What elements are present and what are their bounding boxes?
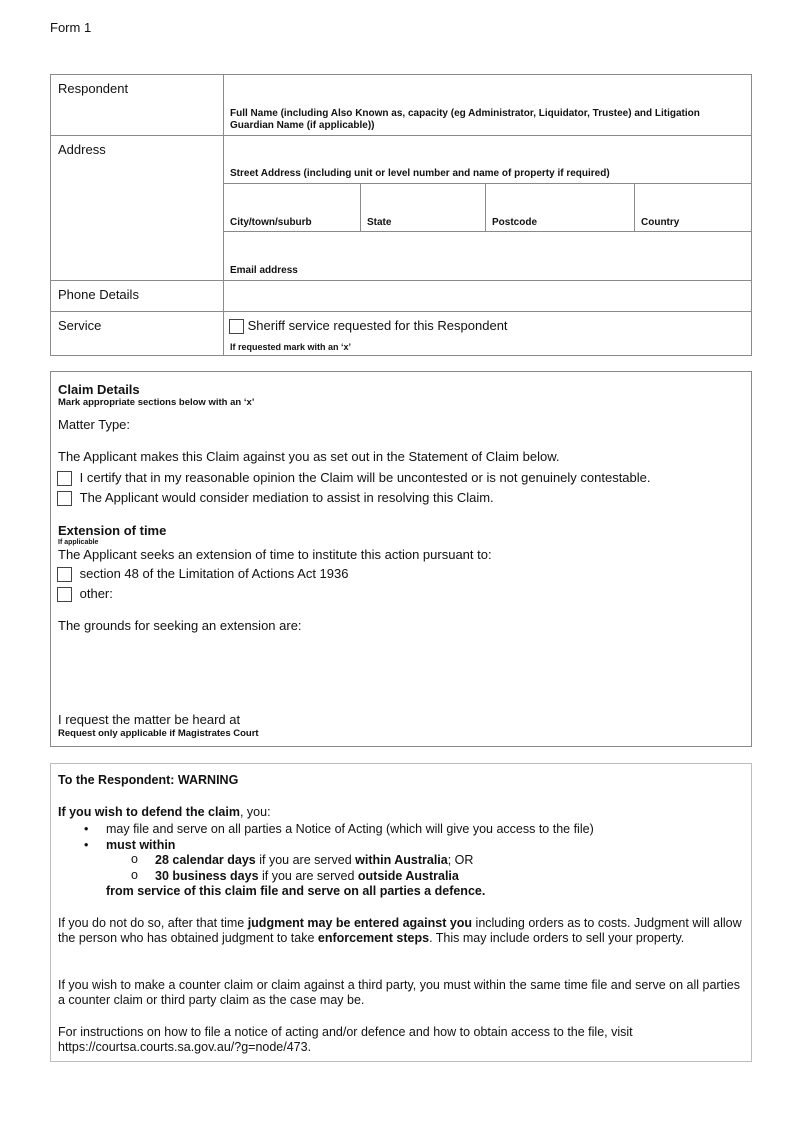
- defend-line: [58, 805, 271, 820]
- form-number: Form 1: [50, 20, 92, 35]
- service-row: [51, 312, 751, 355]
- warning-title: To the Respondent: WARNING: [58, 773, 239, 787]
- full-name-field[interactable]: [224, 75, 751, 135]
- postcode-field[interactable]: [486, 184, 635, 231]
- claim-intro: The Applicant makes this Claim against you as set out in the Statement of Claim below.: [58, 449, 560, 464]
- respondent-label: Respondent: [51, 75, 224, 135]
- certify-text: I certify that in my reasonable opinion the Claim will be uncontested or is not genuinely contestable.: [79, 470, 651, 485]
- instructions-paragraph: For instructions on how to file a notice of acting and/or defence and how to obtain access to the file, visit https://courtsa.courts.sa.gov.au/?g=node/473.: [58, 1025, 633, 1054]
- phone-row: [51, 281, 751, 312]
- matter-type-label: Matter Type:: [58, 417, 131, 432]
- heard-at-label: I request the matter be heard at: [58, 712, 241, 727]
- sub-line-2: 30 business days if you are served outside Australia: [155, 869, 459, 883]
- extension-intro: The Applicant seeks an extension of time to institute this action pursuant to:: [58, 547, 492, 562]
- service-label: Service: [51, 312, 224, 355]
- street-address-field[interactable]: [224, 136, 751, 184]
- phone-label: Phone Details: [51, 281, 224, 311]
- respondent-table: [50, 74, 752, 356]
- grounds-label: The grounds for seeking an extension are:: [58, 618, 302, 633]
- other-checkbox[interactable]: [57, 587, 72, 602]
- address-label: Address: [51, 136, 224, 280]
- sheriff-checkbox[interactable]: [229, 319, 244, 334]
- sub-bullet-1: o: [131, 852, 138, 866]
- email-field[interactable]: [224, 232, 751, 280]
- address-row: [51, 136, 751, 281]
- postcode-caption: Postcode: [492, 217, 538, 228]
- claim-title: Claim Details: [58, 382, 140, 397]
- grounds-field[interactable]: [58, 638, 738, 708]
- state-caption: State: [367, 217, 392, 228]
- phone-field[interactable]: [224, 281, 751, 311]
- respondent-row: [51, 75, 751, 136]
- heard-at-hint: Request only applicable if Magistrates Court: [58, 728, 259, 739]
- sub-line-1: 28 calendar days if you are served within Australia; OR: [155, 853, 474, 867]
- state-field[interactable]: [361, 184, 486, 231]
- defend-rest: , you:: [239, 805, 271, 819]
- claim-details-section: [50, 371, 752, 747]
- bullet-dot-1: •: [84, 822, 89, 836]
- sheriff-text: Sheriff service requested for this Respondent: [247, 318, 508, 333]
- extension-title: Extension of time: [58, 523, 167, 538]
- mediation-checkbox[interactable]: [57, 491, 72, 506]
- warning-section: [50, 763, 752, 1062]
- counterclaim-paragraph: If you wish to make a counter claim or claim against a third party, you must within the same time file and serve on all parties a counter claim or third party claim as the case may be.: [58, 978, 741, 1007]
- email-caption: Email address: [230, 265, 298, 276]
- mediation-text: The Applicant would consider mediation to assist in resolving this Claim.: [79, 490, 494, 505]
- bullet-dot-2: •: [84, 838, 89, 852]
- claim-subtitle: Mark appropriate sections below with an ‘x’: [58, 397, 255, 408]
- other-text: other:: [79, 586, 113, 601]
- judgment-paragraph: If you do not do so, after that time judgment may be entered against you including orders as to costs. Judgment will allow the person who has obtained judgment to take enforcement steps. This may include orders to sell your property.: [58, 916, 742, 945]
- defend-bold: If you wish to defend the claim: [58, 805, 240, 819]
- from-service-line: from service of this claim file and serve on all parties a defence.: [106, 884, 486, 898]
- extension-applicable: If applicable: [58, 539, 99, 546]
- bullet-1: may file and serve on all parties a Notice of Acting (which will give you access to the file): [106, 822, 594, 836]
- country-caption: Country: [641, 217, 680, 228]
- sub-bullet-2: o: [131, 868, 138, 882]
- city-field[interactable]: [224, 184, 361, 231]
- section48-checkbox[interactable]: [57, 567, 72, 582]
- section48-text: section 48 of the Limitation of Actions Act 1936: [79, 566, 349, 581]
- street-caption: Street Address (including unit or level number and name of property if required): [230, 168, 610, 179]
- full-name-caption: Full Name (including Also Known as, capacity (eg Administrator, Liquidator, Trustee) and Litigation Guardian Name (if applicable)): [230, 108, 700, 131]
- country-field[interactable]: [635, 184, 751, 231]
- bullet-2: must within: [106, 838, 176, 852]
- sheriff-hint: If requested mark with an ‘x’: [230, 342, 352, 352]
- certify-checkbox[interactable]: [57, 471, 72, 486]
- city-caption: City/town/suburb: [230, 217, 312, 228]
